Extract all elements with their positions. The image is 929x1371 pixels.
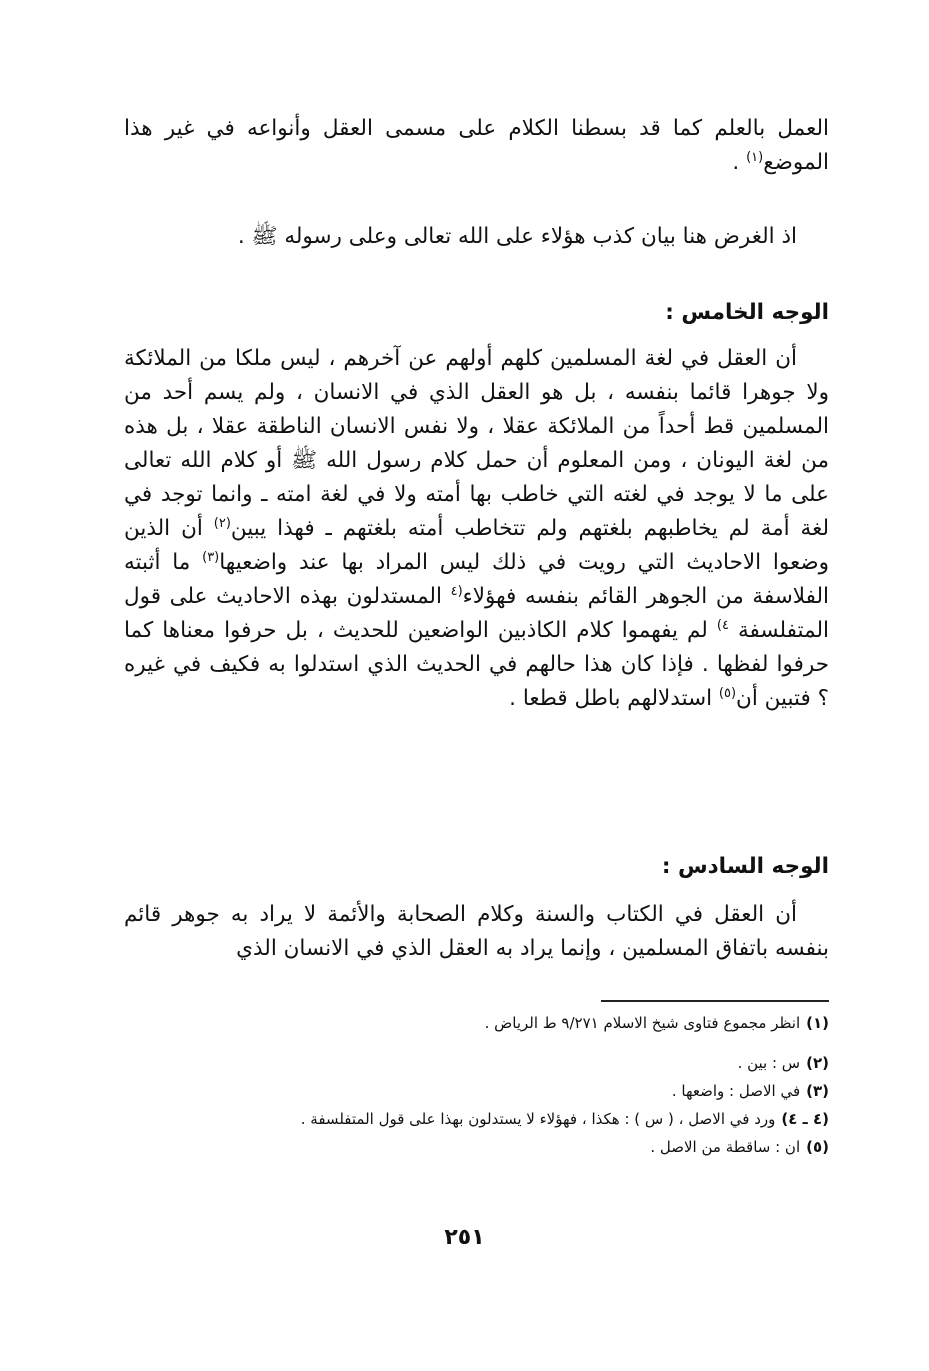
footnote-text: ورد في الاصل ، ( س ) : هكذا ، فهؤلاء لا يستدلون بهذا على قول المتفلسفة . [300, 1110, 776, 1128]
footnote-item [124, 1136, 829, 1159]
footnote-text: انظر مجموع فتاوى شيخ الاسلام ٩/٢٧١ ط الرياض . [484, 1014, 801, 1032]
text-run: لم يفهموا كلام الكاذبين الواضعين للحديث ، بل حرفوا معناها كما حرفوا لفظها . فإذا كان هذا حالهم في الحديث الذي استدلوا به فكيف في غيره ؟ فتبين أن [124, 618, 829, 711]
footnote-ref-3: (٣) [202, 549, 220, 565]
footnote-item [124, 1080, 829, 1103]
section-heading-sixth: الوجه السادس : [661, 854, 829, 879]
footnotes-list [124, 1012, 829, 1159]
paragraph-purpose: اذ الغرض هنا بيان كذب هؤلاء على الله تعالى وعلى رسوله ﷺ . [237, 224, 797, 249]
footnote-number: (١) [806, 1014, 829, 1032]
footnote-number: (٤ ـ ٤) [781, 1110, 829, 1128]
text-run: أن الذين وضعوا الاحاديث التي رويت في ذلك ليس المراد بها عند واضعيها [124, 516, 829, 575]
footnote-item [124, 1052, 829, 1075]
section-fifth-body [124, 342, 829, 716]
text-run: استدلالهم باطل قطعا . [509, 686, 719, 711]
footnote-item [124, 1012, 829, 1035]
text-run: المستدلون بهذه الاحاديث على قول المتفلسفة [124, 584, 829, 643]
page-number: ٢٥١ [444, 1225, 485, 1250]
footnote-item [124, 1108, 829, 1131]
footnote-ref-5: (٥) [718, 685, 737, 701]
footnote-number: (٥) [806, 1138, 829, 1156]
footnote-separator [601, 1000, 829, 1002]
footnote-number: (٢) [806, 1054, 829, 1072]
footnote-text: في الاصل : واضعها . [671, 1082, 801, 1100]
footnote-number: (٣) [806, 1082, 829, 1100]
paragraph-continued [124, 112, 829, 180]
paragraph-text: العمل بالعلم كما قد بسطنا الكلام على مسمى العقل وأنواعه في غير هذا الموضع [124, 116, 829, 175]
paragraph-end: . [732, 150, 747, 175]
footnote-text: ان : ساقطة من الاصل . [650, 1138, 801, 1156]
section-heading-fifth: الوجه الخامس : [665, 300, 829, 325]
text-run: أن العقل في لغة المسلمين كلهم أولهم عن آخرهم ، ليس ملكا من الملائكة ولا جوهرا قائما بنفسه ، بل هو العقل الذي في الانسان ، ولم يسم أحد من المسلمين قط أحداً من الملائكة عقلا ، ولا نفس الانسان الناطقة عقلا ، بل هذه من لغة اليونان ، ومن المعلوم أن حمل كلام رسول الله ﷺ أو كلام الله تعالى على ما لا يوجد في لغته التي خاطب بها أمته ولا في لغة امته ـ وانما توجد في لغة أمة لم يخاطبهم بلغتهم ولم تتخاطب أمته بلغتهم ـ فهذا يبين [124, 346, 829, 541]
footnote-ref-1: (١) [746, 149, 764, 165]
footnote-text: س : بين . [737, 1054, 801, 1072]
footnote-ref-4-start: (٤ [450, 583, 463, 599]
footnote-ref-2: (٢) [213, 515, 231, 531]
text-run: ما أثبته الفلاسفة من الجوهر القائم بنفسه فهؤلاء [124, 550, 829, 609]
section-sixth-body: أن العقل في الكتاب والسنة وكلام الصحابة والأئمة لا يراد به جوهر قائم بنفسه باتفاق المسلمين ، وإنما يراد به العقل الذي في الانسان الذي [124, 902, 829, 961]
footnote-ref-4-end: ٤) [716, 617, 729, 633]
